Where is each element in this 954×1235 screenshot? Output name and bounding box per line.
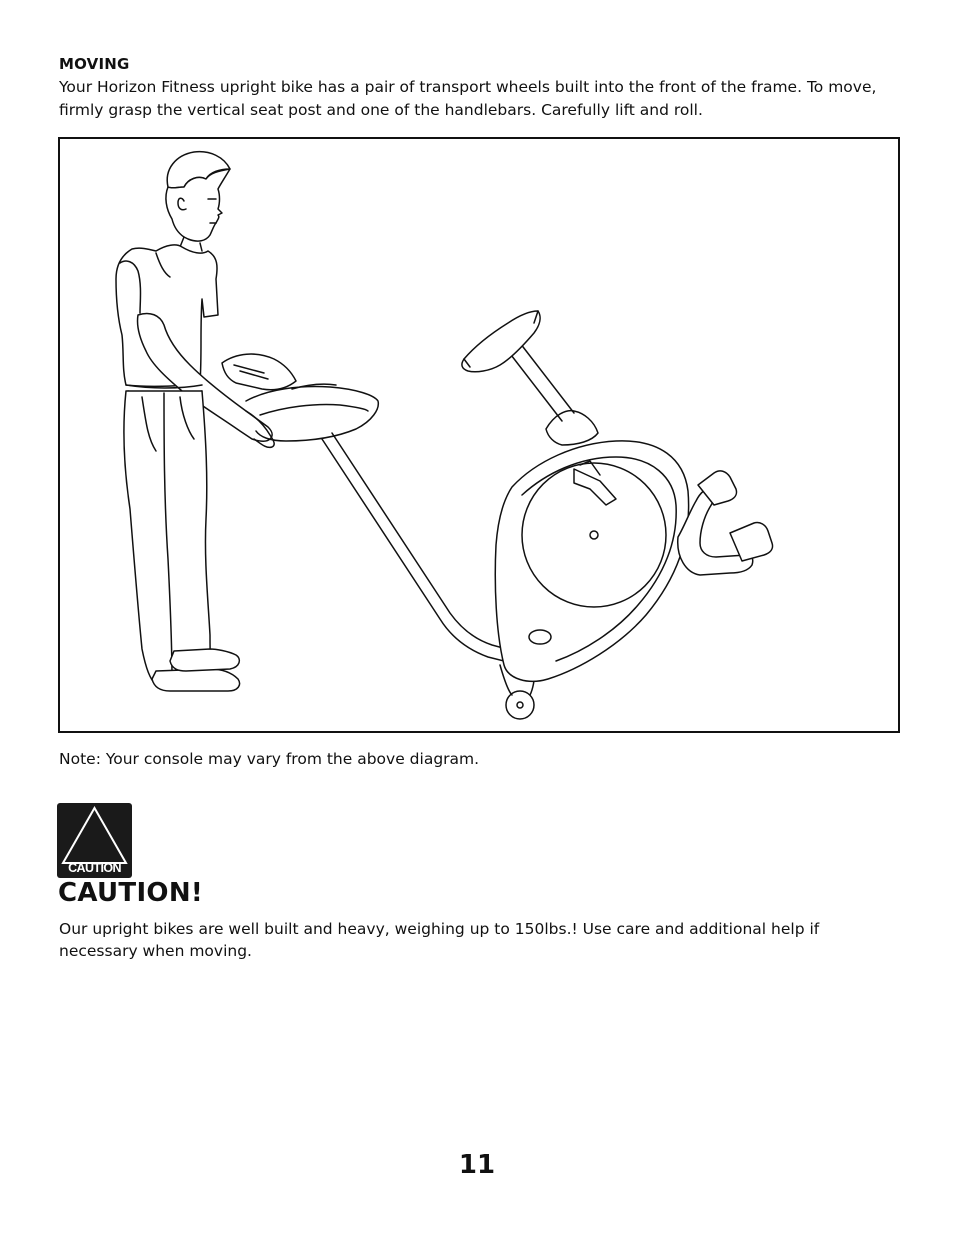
caution-icon-label: CAUTION <box>68 861 121 875</box>
bike-seat <box>462 311 540 372</box>
bike-frame-tube <box>322 439 512 663</box>
bike-seat-post <box>508 343 574 421</box>
diagram-note: Note: Your console may vary from the above diagram. <box>59 750 480 768</box>
caution-text: Our upright bikes are well built and heavy, weighing up to 150lbs.! Use care and additional help if necessary when moving. <box>59 920 820 960</box>
caution-title: CAUTION! <box>58 878 204 908</box>
page-number: 11 <box>458 1150 496 1180</box>
person-shoe-left <box>152 669 240 691</box>
person-shoe-right <box>170 649 239 671</box>
person-tilting-bike-drawing <box>60 139 898 731</box>
person-trousers <box>124 391 212 685</box>
section-heading: MOVING <box>59 55 130 73</box>
moving-instructions: Your Horizon Fitness upright bike has a pair of transport wheels built into the front of the frame. To move, firmly grasp the vertical seat post and one of the handlebars. Carefully lift and roll. <box>59 78 877 119</box>
caution-warning-icon <box>57 803 132 878</box>
moving-illustration <box>58 137 900 733</box>
